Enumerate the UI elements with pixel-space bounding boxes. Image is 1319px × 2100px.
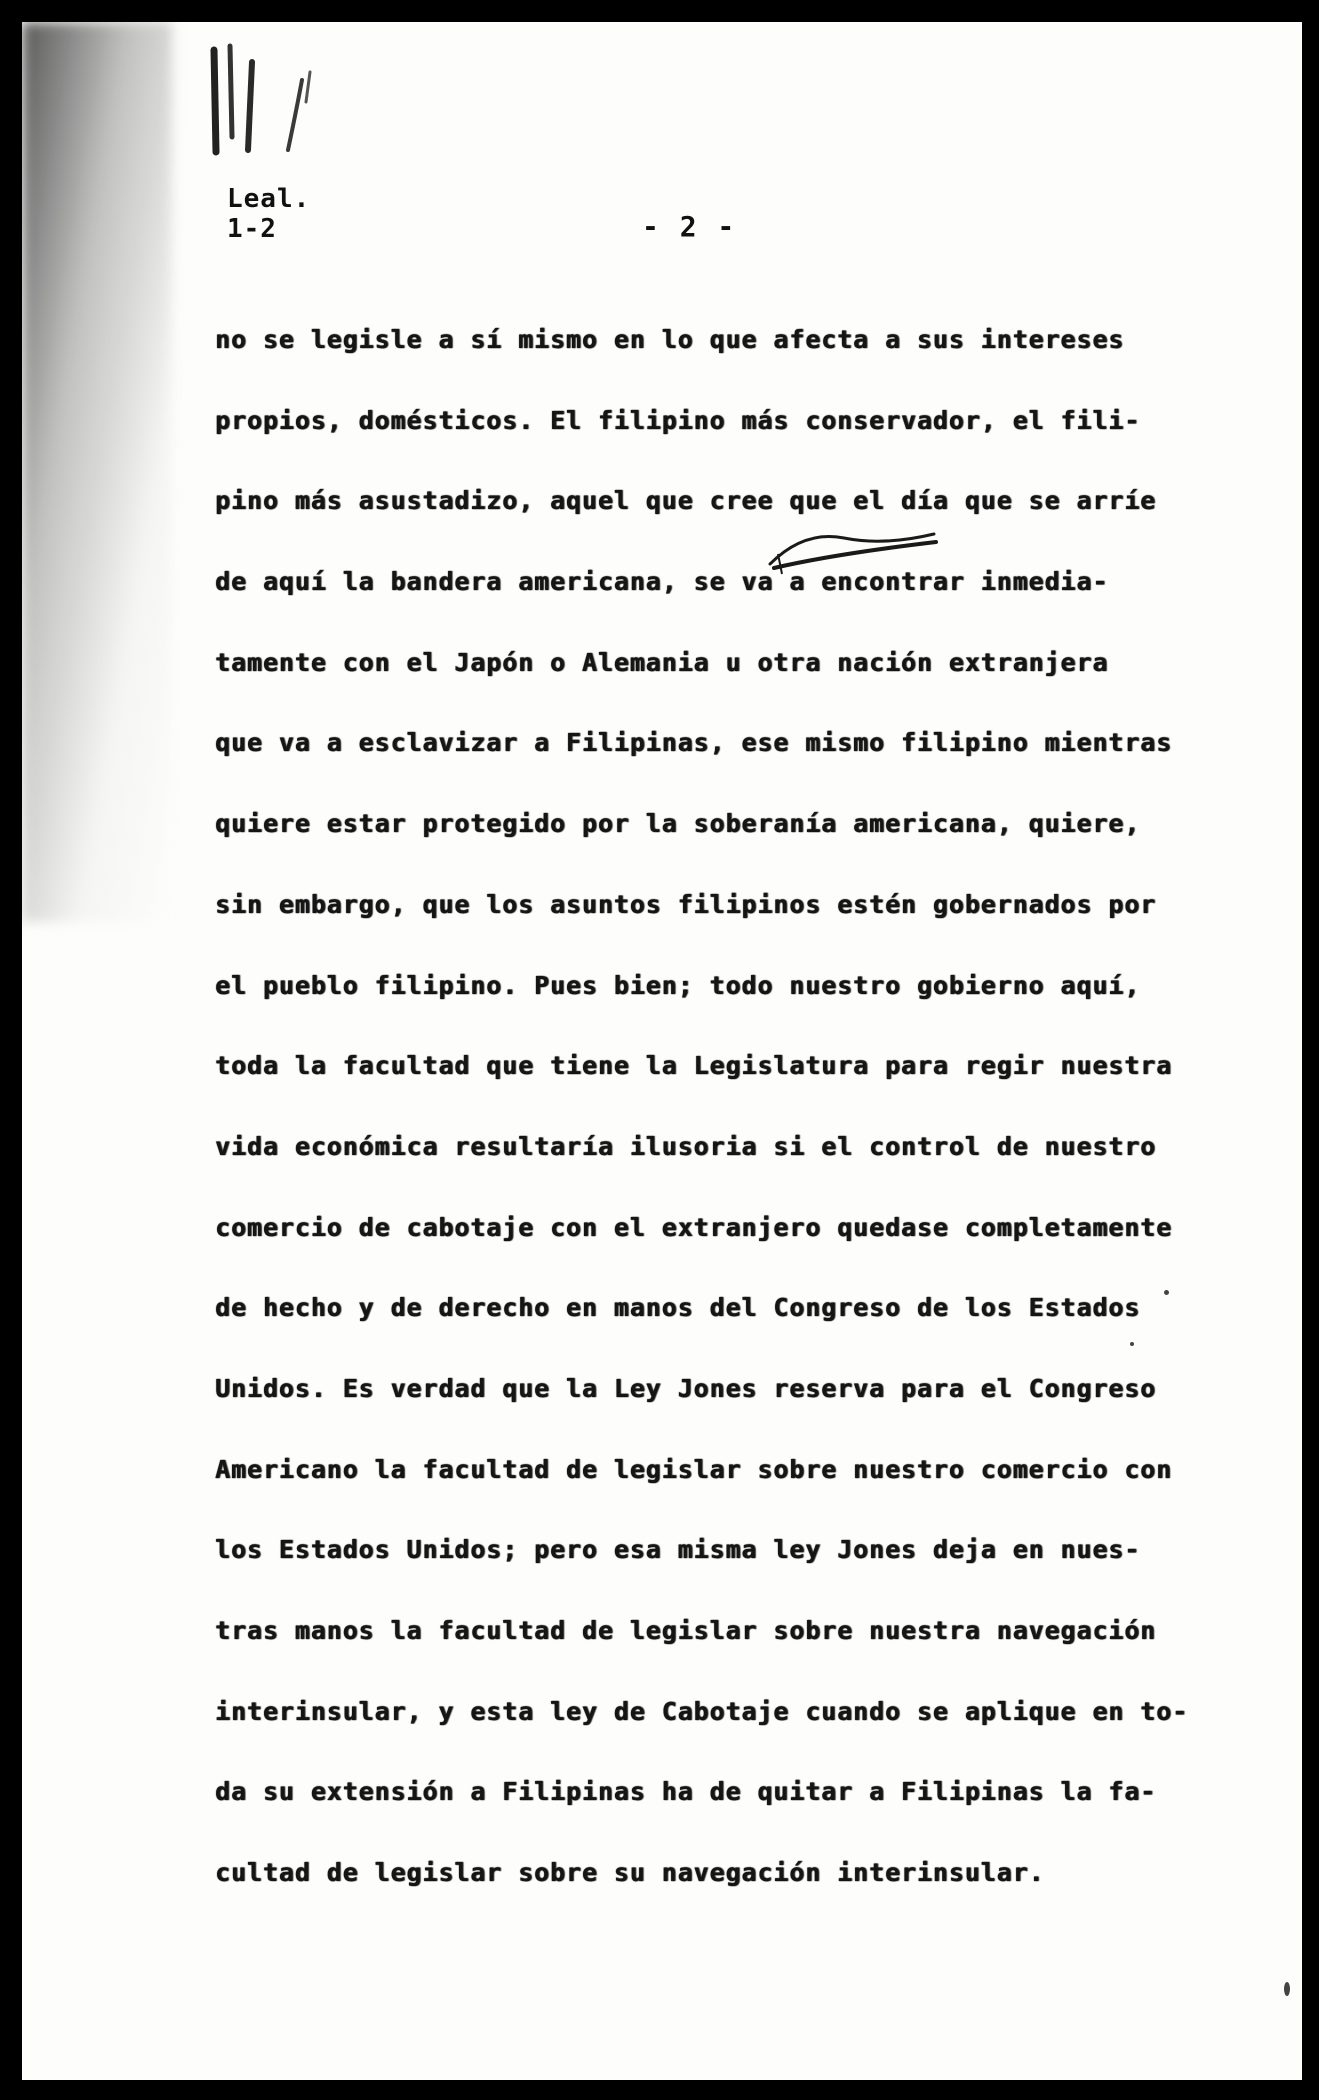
text-line: tamente con el Japón o Alemania u otra nación extranjera	[215, 647, 1109, 677]
page-number: - 2 -	[642, 210, 737, 243]
handwritten-ink-marks	[192, 32, 392, 182]
text-line: los Estados Unidos; pero esa misma ley Jones deja en nues-	[215, 1535, 1141, 1565]
reference-line-2: 1-2	[227, 214, 277, 244]
text-line: interinsular, y esta ley de Cabotaje cuando se aplique en to-	[215, 1696, 1189, 1726]
document-reference	[227, 184, 310, 244]
text-line: Unidos. Es verdad que la Ley Jones reserva para el Congreso	[215, 1373, 1157, 1403]
text-line: da su extensión a Filipinas ha de quitar a Filipinas la fa-	[215, 1777, 1157, 1807]
text-line: tras manos la facultad de legislar sobre nuestra navegación	[215, 1616, 1157, 1645]
text-line: comercio de cabotaje con el extranjero quedase completamente	[215, 1212, 1173, 1242]
document-page	[22, 22, 1302, 2080]
text-line: propios, domésticos. El filipino más conservador, el fili-	[215, 405, 1141, 435]
paper-speck	[1284, 1982, 1290, 1996]
text-line: cultad de legislar sobre su navegación interinsular.	[215, 1858, 1045, 1888]
text-line: de aquí la bandera americana, se va a encontrar inmedia-	[215, 567, 1109, 597]
text-line: quiere estar protegido por la soberanía americana, quiere,	[215, 809, 1141, 839]
text-line: toda la facultad que tiene la Legislatura para regir nuestra	[215, 1051, 1173, 1081]
text-line: pino más asustadizo, aquel que cree que el día que se arríe	[215, 486, 1157, 516]
text-line: que va a esclavizar a Filipinas, ese mismo filipino mientras	[215, 728, 1173, 758]
text-line: de hecho y de derecho en manos del Congreso de los Estados	[215, 1293, 1141, 1323]
text-line: sin embargo, que los asuntos filipinos estén gobernados por	[215, 889, 1157, 919]
text-line: vida económica resultaría ilusoria si el control de nuestro	[215, 1131, 1157, 1161]
text-line: Americano la facultad de legislar sobre nuestro comercio con	[215, 1454, 1173, 1484]
page-fold-shadow	[22, 22, 172, 922]
text-line: el pueblo filipino. Pues bien; todo nuestro gobierno aquí,	[215, 970, 1141, 1000]
body-text	[215, 300, 1215, 1914]
paper-speck	[1130, 1342, 1134, 1346]
reference-line-1: Leal.	[227, 184, 311, 214]
paper-speck	[1164, 1290, 1169, 1295]
text-line: no se legisle a sí mismo en lo que afecta a sus intereses	[215, 325, 1125, 354]
